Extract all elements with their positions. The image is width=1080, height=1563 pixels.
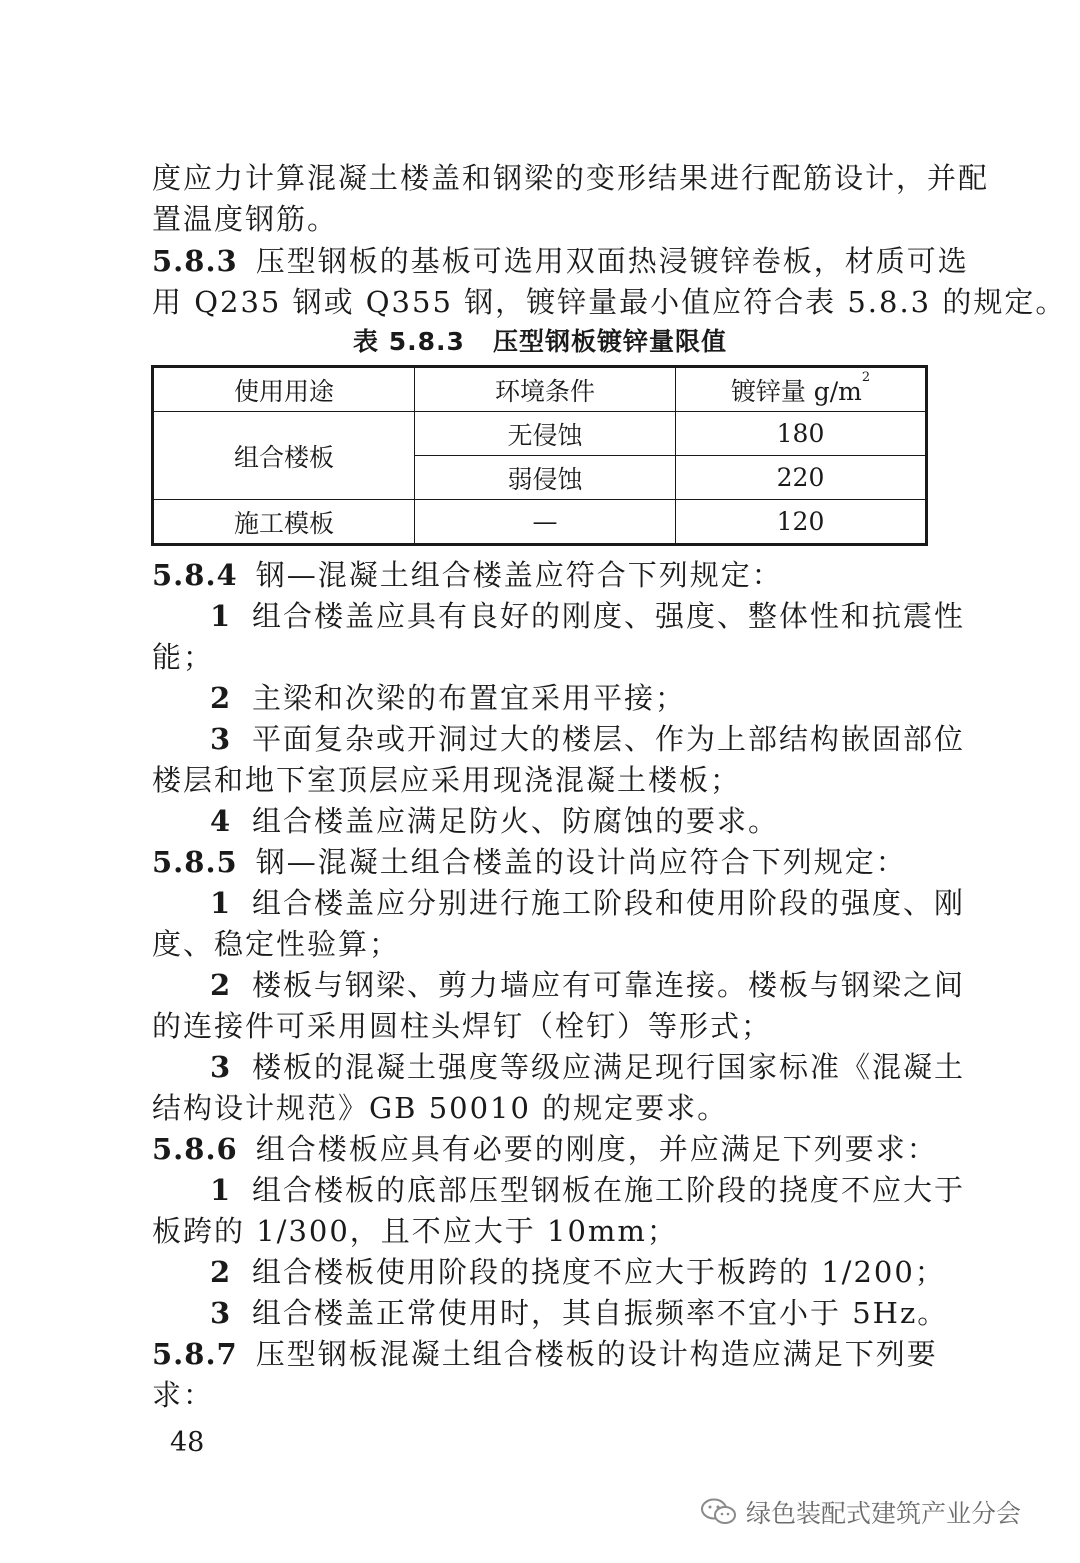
clause-title: 钢—混凝土组合楼盖的设计尚应符合下列规定： (255, 845, 907, 879)
table-cell: 120 (676, 500, 927, 545)
watermark-text: 绿色装配式建筑产业分会 (746, 1499, 1022, 1528)
galvanizing-table (151, 365, 928, 546)
clause-number: 5.8.6 (152, 1132, 238, 1166)
watermark (700, 1494, 1021, 1530)
clause-number: 5.8.4 (152, 558, 238, 592)
wechat-icon (700, 1497, 738, 1527)
table-title: 压型钢板镀锌量限值 (492, 327, 727, 356)
list-item-continued: 度、稳定性验算； (152, 927, 401, 961)
table-header-row (153, 367, 927, 412)
list-item-continued: 楼层和地下室顶层应采用现浇混凝土楼板； (152, 763, 742, 797)
clause-5-8-7 (152, 1334, 938, 1375)
list-item: 3 组合楼盖正常使用时，其自振频率不宜小于 5Hz。 (210, 1296, 949, 1330)
clause-number: 5.8.3 (152, 244, 238, 278)
clause-text-continued: 求： (152, 1378, 215, 1412)
paragraph-line: 置温度钢筋。 (152, 202, 339, 236)
list-item: 1 组合楼盖应分别进行施工阶段和使用阶段的强度、刚 (210, 886, 966, 920)
page-number: 48 (170, 1427, 205, 1458)
list-item: 1 组合楼盖应具有良好的刚度、强度、整体性和抗震性 (210, 599, 966, 633)
header-cell: 环境条件 (415, 367, 676, 412)
list-item-continued: 结构设计规范》GB 50010 的规定要求。 (152, 1091, 729, 1125)
clause-text: 压型钢板的基板可选用双面热浸镀锌卷板，材质可选 (255, 244, 969, 278)
clause-text: 压型钢板混凝土组合楼板的设计构造应满足下列要 (255, 1337, 938, 1371)
table-cell: 组合楼板 (153, 412, 415, 500)
table-cell: 180 (676, 412, 927, 456)
list-item: 2 楼板与钢梁、剪力墙应有可靠连接。楼板与钢梁之间 (210, 968, 966, 1002)
list-item-continued: 能； (152, 640, 215, 674)
header-cell: 使用用途 (153, 367, 415, 412)
clause-number: 5.8.7 (152, 1337, 238, 1371)
clause-5-8-3 (152, 241, 969, 282)
clause-title: 组合楼板应具有必要的刚度，并应满足下列要求： (255, 1132, 938, 1166)
paragraph-line: 度应力计算混凝土楼盖和钢梁的变形结果进行配筋设计，并配 (152, 161, 990, 195)
clause-number: 5.8.5 (152, 845, 238, 879)
table-row (153, 412, 927, 456)
clause-text-continued: 用 Q235 钢或 Q355 钢，镀锌量最小值应符合表 5.8.3 的规定。 (152, 285, 1067, 319)
table-cell: — (415, 500, 676, 545)
list-item: 2 组合楼板使用阶段的挠度不应大于板跨的 1/200； (210, 1255, 946, 1289)
table-cell: 220 (676, 456, 927, 500)
list-item: 1 组合楼板的底部压型钢板在施工阶段的挠度不应大于 (210, 1173, 966, 1207)
list-item-continued: 板跨的 1/300，且不应大于 10mm； (152, 1214, 678, 1248)
table-caption (0, 322, 1080, 358)
list-item: 3 楼板的混凝土强度等级应满足现行国家标准《混凝土 (210, 1050, 966, 1084)
list-item: 2 主梁和次梁的布置宜采用平接； (210, 681, 687, 715)
table-row (153, 500, 927, 545)
list-item-continued: 的连接件可采用圆柱头焊钉（栓钉）等形式； (152, 1009, 773, 1043)
list-item: 3 平面复杂或开洞过大的楼层、作为上部结构嵌固部位 (210, 722, 966, 756)
list-item: 4 组合楼盖应满足防火、防腐蚀的要求。 (210, 804, 780, 838)
clause-5-8-6 (152, 1129, 938, 1170)
table-cell: 无侵蚀 (415, 412, 676, 456)
clause-5-8-5 (152, 842, 928, 883)
header-cell: 镀锌量 $g/m^2$ (676, 367, 927, 412)
table-cell: 施工模板 (153, 500, 415, 545)
table-number: 表 5.8.3 (353, 327, 465, 356)
clause-title: 钢—混凝土组合楼盖应符合下列规定： (255, 558, 783, 592)
table-cell: 弱侵蚀 (415, 456, 676, 500)
clause-5-8-4 (152, 555, 928, 596)
